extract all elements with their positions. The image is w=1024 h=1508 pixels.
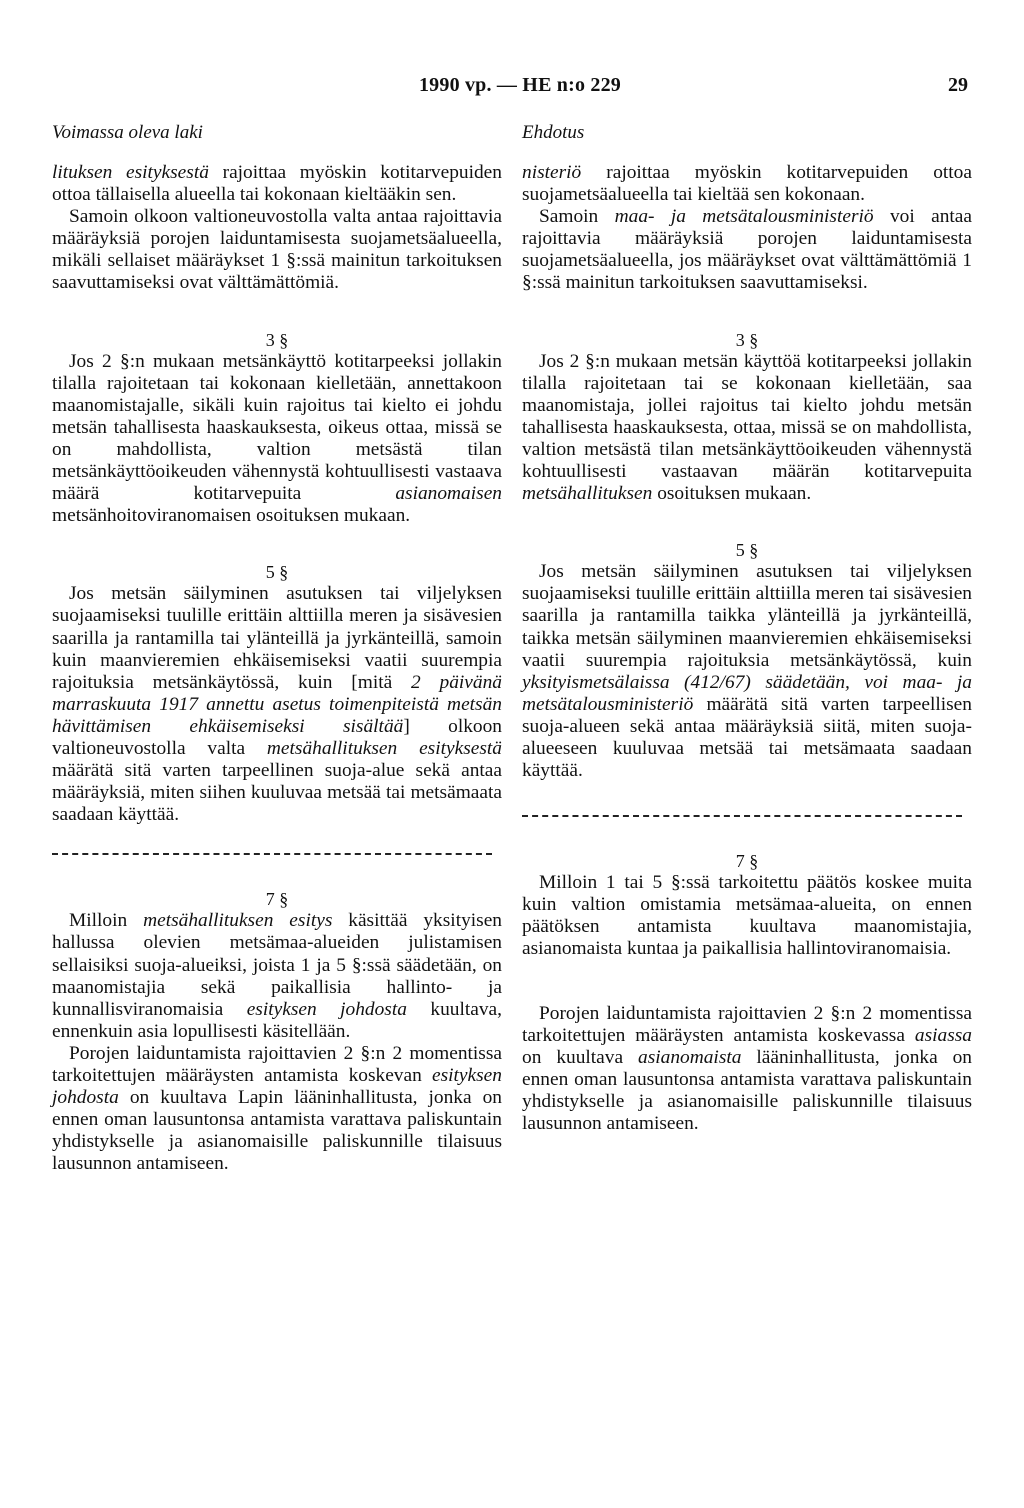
- right-section-5-text: Jos metsän säilyminen asutuksen tai viljelyksen suojaamiseksi tuulille erittäin alttiilla meren tai sisävesien saarilla ja rantamilla taikka ylänteillä ja jyrkänteillä, taikka metsän säilyminen maanvieremien ehkäisemiseksi vaatii suurempia rajoituksia metsänkäytössä, kuin yksityismetsälaissa (412/67) säädetään, voi maa- ja metsätalousministeriö määrätä sitä varten tarpeellisen suoja-alueen sekä antaa määräyksiä siitä, miten suoja-alueeseen kuuluvaa metsää tai metsämaata saadaan käyttää.: [522, 561, 972, 782]
- left-section-7-paragraph-2: Porojen laiduntamista rajoittavien 2 §:n 2 momentissa tarkoitettujen määräysten antamista koskevan esityksen johdosta on kuultava Lapin lääninhallitusta, jonka on ennen oman lausuntonsa antamista varattava paliskuntain yhdistykselle ja asianomaisille paliskunnille tilaisuus lausunnon antamiseen.: [52, 1042, 502, 1175]
- right-section-7-text: Milloin 1 tai 5 §:ssä tarkoitettu päätös koskee muita kuin valtion omistamia metsämaa-alueita, on ennen päätöksen antamista kuultava maanomistajia, asianomaista kuntaa ja paikallisia hallintoviranomaisia.: [522, 872, 972, 960]
- document-header: 1990 vp. — HE n:o 229: [418, 74, 621, 96]
- left-paragraph-2: Samoin olkoon valtioneuvostolla valta antaa rajoittavia määräyksiä porojen laiduntamisesta suojametsäalueella, mikäli sellaiset määräykset 1 §:ssä mainitun tarkoituksen saavuttamiseksi ovat välttämättömiä.: [52, 206, 502, 294]
- right-section-7-heading: 7 §: [735, 851, 759, 872]
- left-paragraph-1: lituksen esityksestä rajoittaa myöskin kotitarvepuiden ottoa tällaisella alueella tai kokonaan kieltääkin sen.: [52, 162, 502, 206]
- right-column-label: Ehdotus: [522, 122, 585, 143]
- page-number: 29: [948, 74, 968, 96]
- right-column-proposal: [522, 162, 972, 1135]
- right-section-3-heading: 3 §: [735, 329, 759, 350]
- right-paragraph-1: nisteriö rajoittaa myöskin kotitarvepuiden ottoa suojametsäalueella tai kieltää sen kokonaan.: [522, 162, 972, 206]
- left-section-5-heading: 5 §: [265, 562, 289, 583]
- right-section-5-heading: 5 §: [735, 540, 759, 561]
- right-section-3-text: Jos 2 §:n mukaan metsän käyttöä kotitarpeeksi jollakin tilalla rajoitetaan tai se kokonaan kielletään, saa maanomistaja, jollei rajoitus tai kielto johdu metsän tahallisesta haaskauksesta, ottaa, missä se on mahdollista, valtion metsästä tilan metsänkäyttöoikeuden vähennystä kohtuullisesti vastaavan määrän kotitarvepuita metsähallituksen osoituksen mukaan.: [522, 350, 972, 505]
- left-section-5-text: Jos metsän säilyminen asutuksen tai viljelyksen suojaamiseksi tuulille erittäin alttiilla meren ja sisävesien saarilla ja rantamilla tai ylänteillä ja jyrkänteillä, samoin kuin maanvieremien ehkäisemiseksi vaatii suurempia rajoituksia metsänkäytössä, kuin [mitä 2 päivänä marraskuuta 1917 annettu asetus toimenpiteistä metsän hävittämisen ehkäisemiseksi sisältää] olkoon valtioneuvostolla valta metsähallituksen esityksestä määrätä sitä varten tarpeellinen suoja-alue sekä antaa määräyksiä, miten siihen kuuluvaa metsää tai metsämaata saadaan käyttää.: [52, 583, 503, 826]
- left-column-label: Voimassa oleva laki: [52, 122, 203, 143]
- right-paragraph-2: Samoin maa- ja metsätalousministeriö voi antaa rajoittavia määräyksiä porojen laiduntamisesta suojametsäalueella, jos määräykset ovat välttämättömiä 1 §:ssä mainitun tarkoituksen saavuttamiseksi.: [522, 206, 972, 294]
- left-section-3-text: Jos 2 §:n mukaan metsänkäyttö kotitarpeeksi jollakin tilalla rajoitetaan tai kokonaan kielletään, annettakoon maanomistajalle, sikäli kuin rajoitus tai kielto ei johdu metsän tahallisesta haaskauksesta, oikeus ottaa, missä se on mahdollista, valtion metsästä tilan metsänkäyttöoikeuden vähennystä kohtuullisesti vastaava määrä kotitarvepuita asianomaisen metsänhoitoviranomaisen osoituksen mukaan.: [52, 350, 502, 527]
- right-section-7-paragraph-2: Porojen laiduntamista rajoittavien 2 §:n 2 momentissa tarkoitettujen määräysten antamista koskevassa asiassa on kuultava asianomaista lääninhallitusta, jonka on ennen oman lausuntonsa antamista varattava paliskuntain yhdistykselle ja asianomaisille paliskunnille tilaisuus lausunnon antamiseen.: [522, 1002, 973, 1134]
- left-section-7-heading: 7 §: [265, 889, 289, 910]
- left-section-7-text: Milloin metsähallituksen esitys käsittää yksityisen hallussa olevien metsämaa-alueiden julistamisen sellaisiksi suoja-alueiksi, joista 1 ja 5 §:ssä säädetään, on maanomistajia sekä paikallisia hallinto- ja kunnallisviranomaisia esityksen johdosta kuultava, ennenkuin asia lopullisesti käsitellään.: [52, 910, 503, 1042]
- left-omission-divider: [52, 846, 502, 860]
- right-omission-divider: [522, 808, 972, 822]
- left-section-3-heading: 3 §: [265, 329, 289, 350]
- left-column-current-law: [52, 162, 502, 1175]
